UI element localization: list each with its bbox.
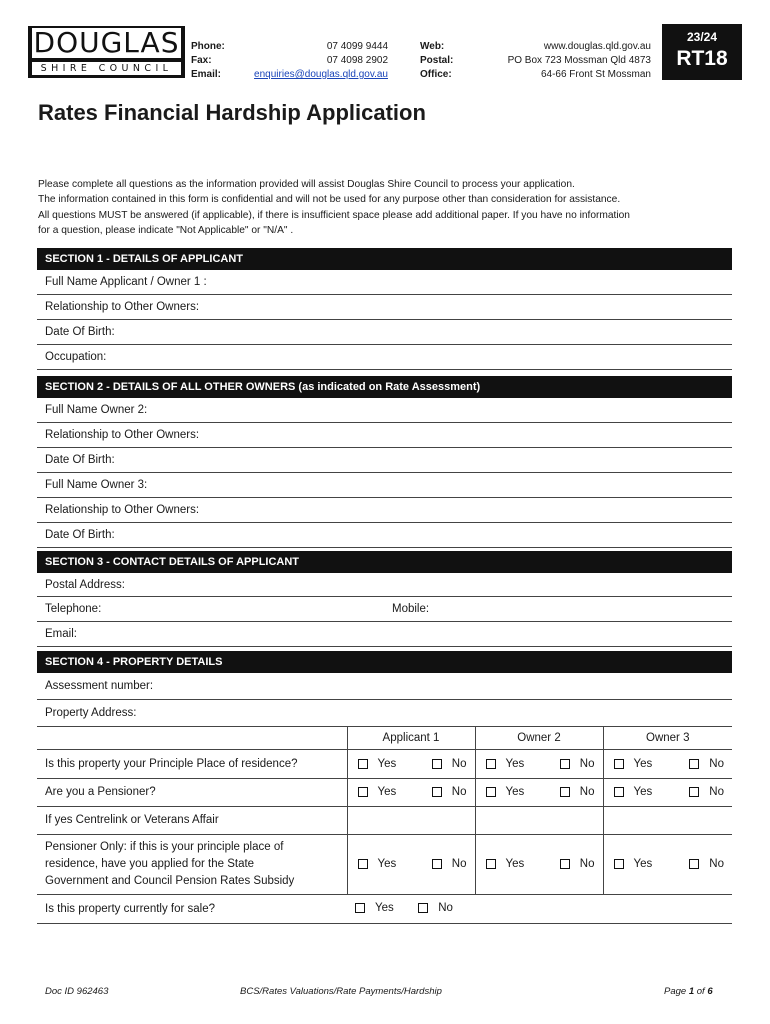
field-occupation[interactable] [37,345,732,370]
question-pension-subsidy: Pensioner Only: if this is your principle place of residence, have you applied for the State Government and Council Pension Rates Subsidy [37,834,347,894]
field-label: Postal Address: [45,579,125,591]
email-label: Email: [191,69,222,80]
no-checkbox[interactable] [560,759,570,769]
web-labels [420,40,470,82]
yes-checkbox[interactable] [358,859,368,869]
no-checkbox[interactable] [560,787,570,797]
section3-header: SECTION 3 - CONTACT DETAILS OF APPLICANT [37,551,732,573]
intro-line: The information contained in this form is confidential and will not be used for any purpose other than consideration for assistance. [38,194,621,206]
field-relationship[interactable] [37,295,732,320]
field-full-name-owner1[interactable] [37,270,732,295]
intro-line: for a question, please indicate "Not Applicable" or "N/A" . [38,224,294,236]
form-code-badge [662,24,742,80]
yes-checkbox[interactable] [486,859,496,869]
field-label: Full Name Applicant / Owner 1 : [45,276,207,288]
answer-cell[interactable] [347,806,475,834]
field-property-address[interactable] [37,700,732,727]
logo-wordmark: DOUGLAS [33,26,180,59]
field-telephone[interactable]: Telephone: [45,603,102,615]
yes-checkbox[interactable] [358,759,368,769]
no-checkbox[interactable] [432,859,442,869]
field-dob-owner3[interactable] [37,523,732,548]
logo-subtitle: SHIRE COUNCIL [32,62,181,75]
email-link[interactable]: enquiries@douglas.qld.gov.au [254,69,388,80]
section2-header: SECTION 2 - DETAILS OF ALL OTHER OWNERS (as indicated on Rate Assessment) [37,376,732,398]
postal-value: PO Box 723 Mossman Qld 4873 [507,55,651,66]
field-label: Date Of Birth: [45,529,115,541]
field-label: Occupation: [45,351,107,363]
section4-header: SECTION 4 - PROPERTY DETAILS [37,651,732,673]
section1-header: SECTION 1 - DETAILS OF APPLICANT [37,248,732,270]
field-label: Full Name Owner 3: [45,479,148,491]
question-for-sale: Is this property currently for sale? [37,894,347,923]
no-checkbox[interactable] [432,759,442,769]
field-full-name-owner2[interactable] [37,398,732,423]
intro-line: All questions MUST be answered (if applicable), if there is insufficient space please add additional paper. If you have no information [38,209,630,221]
office-label: Office: [420,69,452,80]
table-row: Is this property currently for sale? Yes No [37,894,732,923]
field-phone-row [37,597,732,622]
field-relationship-owner2[interactable] [37,423,732,448]
col-owner2: Owner 2 [475,727,603,749]
col-applicant1: Applicant 1 [347,727,475,749]
no-checkbox[interactable] [560,859,570,869]
property-questions-table [37,727,732,924]
table-row: Pensioner Only: if this is your principle place of residence, have you applied for the State Government and Council Pension Rates Subsidy Yes No Yes No Yes No [37,834,732,894]
yes-checkbox[interactable] [486,787,496,797]
fax-value: 07 4098 2902 [326,55,388,66]
field-label: Email: [45,628,77,640]
field-date-of-birth[interactable] [37,320,732,345]
contact-labels [191,40,241,82]
yes-checkbox[interactable] [614,859,624,869]
no-checkbox[interactable] [432,787,442,797]
field-label: Relationship to Other Owners: [45,301,200,313]
table-header-row [37,727,732,749]
field-label: Date Of Birth: [45,326,115,338]
question-centrelink: If yes Centrelink or Veterans Affair [37,806,347,834]
page-title: Rates Financial Hardship Application [38,100,426,125]
field-label: Property Address: [45,707,137,719]
intro-line: Please complete all questions as the information provided will assist Douglas Shire Council to process your application. [38,179,575,190]
phone-label: Phone: [191,41,225,52]
yes-checkbox[interactable] [486,759,496,769]
yes-checkbox[interactable] [355,903,365,913]
web-label: Web: [420,41,445,52]
question-principal-residence: Is this property your Principle Place of residence? [37,749,347,778]
col-owner3: Owner 3 [603,727,732,749]
yes-checkbox[interactable] [358,787,368,797]
yes-checkbox[interactable] [614,787,624,797]
field-label: Date Of Birth: [45,454,115,466]
badge-code: RT18 [676,47,728,70]
field-label: Relationship to Other Owners: [45,429,200,441]
field-label: Full Name Owner 2: [45,404,148,416]
no-checkbox[interactable] [418,903,428,913]
office-value: 64-66 Front St Mossman [540,69,651,80]
field-dob-owner2[interactable] [37,448,732,473]
douglas-shire-council-logo [28,26,185,78]
fax-label: Fax: [191,55,212,66]
no-checkbox[interactable] [689,787,699,797]
field-label: Assessment number: [45,680,154,692]
field-assessment-number[interactable] [37,673,732,700]
no-checkbox[interactable] [689,859,699,869]
field-label: Relationship to Other Owners: [45,504,200,516]
field-mobile[interactable]: Mobile: [392,603,430,615]
question-pensioner: Are you a Pensioner? [37,778,347,806]
no-checkbox[interactable] [689,759,699,769]
badge-year: 23/24 [686,30,718,44]
yes-checkbox[interactable] [614,759,624,769]
doc-id: Doc ID 962463 [45,986,109,997]
phone-value: 07 4099 9444 [326,41,388,52]
answer-cell[interactable] [603,806,732,834]
field-email[interactable] [37,622,732,647]
web-values [470,40,651,82]
intro-text [38,177,738,238]
field-relationship-owner3[interactable] [37,498,732,523]
page-number: Page 1 of 6 [664,986,713,997]
contact-values [243,40,388,82]
field-full-name-owner3[interactable] [37,473,732,498]
web-value: www.douglas.qld.gov.au [543,41,651,52]
table-row [37,806,732,834]
answer-cell[interactable] [475,806,603,834]
postal-label: Postal: [420,55,454,66]
field-postal-address[interactable] [37,573,732,597]
table-row: Is this property your Principle Place of residence? Yes No Yes No Yes No [37,749,732,778]
doc-path: BCS/Rates Valuations/Rate Payments/Hardship [240,986,442,997]
table-row: Are you a Pensioner? Yes No Yes No Yes No [37,778,732,806]
